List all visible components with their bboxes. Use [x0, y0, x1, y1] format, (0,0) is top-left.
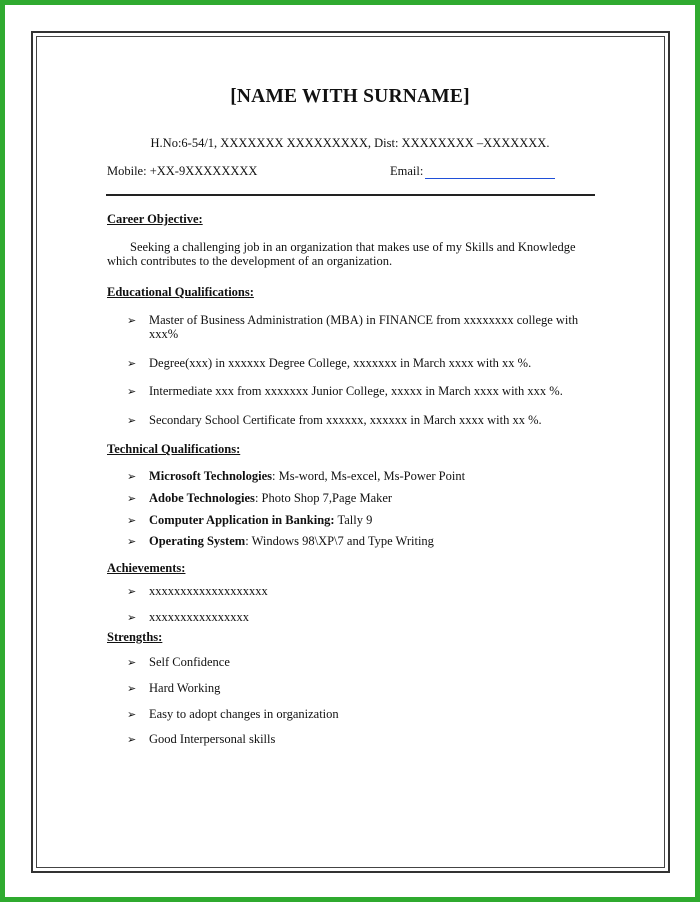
technical-item: ➢ Microsoft Technologies: Ms-word, Ms-excel, Ms-Power Point [127, 469, 466, 483]
achievements-heading: Achievements: [107, 561, 186, 575]
strength-item: ➢ Self Confidence [127, 655, 230, 669]
strengths-heading: Strengths: [107, 630, 163, 644]
education-item: ➢ Degree(xxx) in xxxxxx Degree College, xxxxxxx in March xxxx with xx %. [127, 356, 532, 370]
strength-item: ➢ Easy to adopt changes in organization [127, 707, 339, 721]
bullet-arrow-icon: ➢ [127, 682, 137, 695]
bullet-arrow-icon: ➢ [127, 708, 137, 721]
career-objective-heading: Career Objective: [107, 212, 203, 226]
bullet-arrow-icon: ➢ [127, 535, 137, 548]
technical-heading: Technical Qualifications: [107, 442, 241, 456]
bullet-arrow-icon: ➢ [127, 611, 137, 624]
bullet-arrow-icon: ➢ [127, 585, 137, 598]
technical-item: ➢ Operating System: Windows 98\XP\7 and Type Writing [127, 534, 434, 548]
technical-item: ➢ Adobe Technologies: Photo Shop 7,Page Maker [127, 491, 393, 505]
education-item-cont: xxx% [149, 327, 179, 341]
education-heading: Educational Qualifications: [107, 285, 254, 299]
resume-email [390, 164, 555, 179]
bullet-arrow-icon: ➢ [127, 492, 137, 505]
achievement-item: ➢ xxxxxxxxxxxxxxxxxxx [127, 584, 268, 598]
strength-item: ➢ Good Interpersonal skills [127, 732, 276, 746]
bullet-arrow-icon: ➢ [127, 656, 137, 669]
resume-address: H.No:6-54/1, XXXXXXX XXXXXXXXX, Dist: XXXXXXXX –XXXXXXX. [150, 136, 550, 150]
email-label: Email: [390, 164, 424, 178]
bullet-arrow-icon: ➢ [127, 357, 137, 370]
resume-name: [NAME WITH SURNAME] [230, 86, 470, 107]
career-objective-line1: Seeking a challenging job in an organization that makes use of my Skills and Knowledge [130, 240, 576, 254]
achievement-item: ➢ xxxxxxxxxxxxxxxx [127, 610, 249, 624]
technical-item: ➢ Computer Application in Banking: Tally 9 [127, 513, 373, 527]
email-underline [425, 165, 555, 179]
resume-mobile: Mobile: +XX-9XXXXXXXX [107, 164, 258, 178]
strength-item: ➢ Hard Working [127, 681, 221, 695]
bullet-arrow-icon: ➢ [127, 514, 137, 527]
bullet-arrow-icon: ➢ [127, 470, 137, 483]
education-item: ➢ Secondary School Certificate from xxxxxx, xxxxxx in March xxxx with xx %. [127, 413, 542, 427]
bullet-arrow-icon: ➢ [127, 385, 137, 398]
bullet-arrow-icon: ➢ [127, 314, 137, 327]
education-item: ➢ Master of Business Administration (MBA) in FINANCE from xxxxxxxx college with [127, 313, 579, 327]
career-objective-line2: which contributes to the development of an organization. [107, 254, 393, 268]
bullet-arrow-icon: ➢ [127, 733, 137, 746]
header-divider [106, 194, 595, 196]
education-item: ➢ Intermediate xxx from xxxxxxx Junior College, xxxxx in March xxxx with xxx %. [127, 384, 563, 398]
bullet-arrow-icon: ➢ [127, 414, 137, 427]
